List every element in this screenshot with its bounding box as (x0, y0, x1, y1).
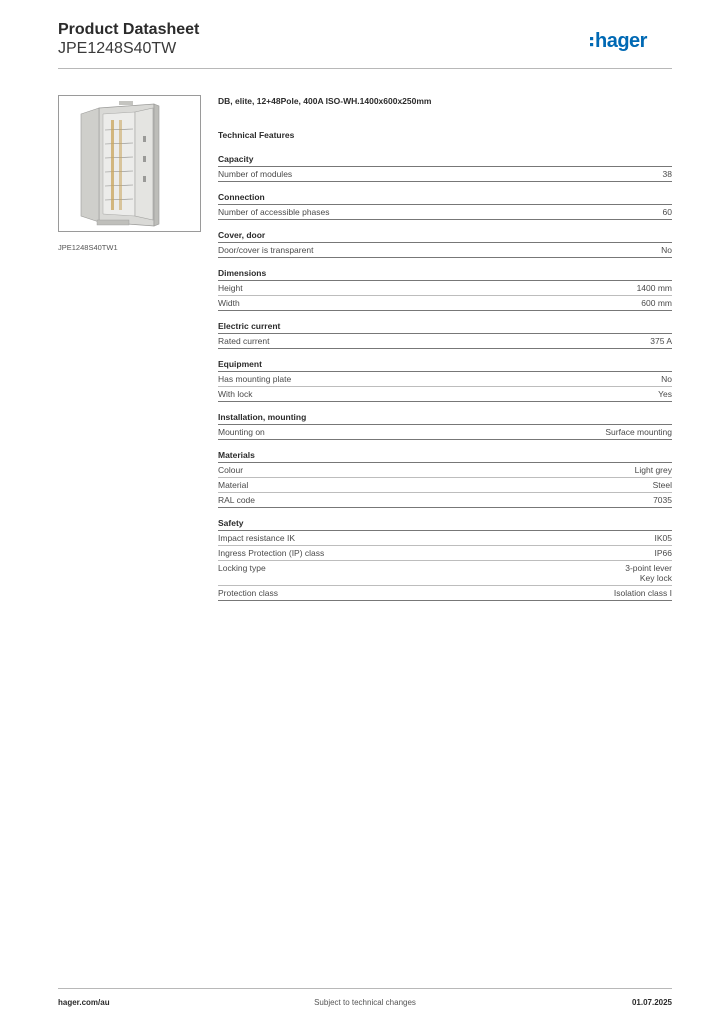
feature-value-line: No (661, 374, 672, 384)
feature-label: Has mounting plate (218, 374, 292, 384)
feature-row (218, 561, 672, 586)
image-caption: JPE1248S40TW1 (58, 243, 118, 252)
feature-value (655, 548, 673, 558)
section-title: Equipment (218, 359, 672, 372)
section-title: Safety (218, 518, 672, 531)
feature-row (218, 478, 672, 493)
feature-row (218, 463, 672, 478)
feature-value-line: Surface mounting (605, 427, 672, 437)
feature-row (218, 167, 672, 182)
feature-row (218, 281, 672, 296)
datasheet-content (218, 96, 672, 611)
footer-disclaimer: Subject to technical changes (314, 998, 416, 1007)
feature-value-line: Yes (658, 389, 672, 399)
product-code: JPE1248S40TW (58, 40, 177, 57)
feature-value (605, 427, 672, 437)
feature-section (218, 230, 672, 258)
feature-section (218, 412, 672, 440)
feature-label: Door/cover is transparent (218, 245, 314, 255)
feature-value (650, 336, 672, 346)
feature-value-line: 1400 mm (636, 283, 672, 293)
product-image (58, 95, 201, 232)
feature-value (653, 495, 672, 505)
feature-value-line: 60 (662, 207, 672, 217)
feature-row (218, 425, 672, 440)
feature-value (661, 374, 672, 384)
feature-value-line: Steel (652, 480, 672, 490)
feature-label: Colour (218, 465, 244, 475)
feature-value (641, 298, 672, 308)
feature-sections (218, 154, 672, 601)
feature-row (218, 372, 672, 387)
technical-features-heading: Technical Features (218, 130, 295, 140)
section-title: Capacity (218, 154, 672, 167)
feature-value-line: Isolation class I (613, 588, 672, 598)
feature-label: Number of modules (218, 169, 293, 179)
feature-value (635, 465, 672, 475)
feature-section (218, 359, 672, 402)
feature-row (218, 296, 672, 311)
feature-row (218, 586, 672, 601)
section-title: Electric current (218, 321, 672, 334)
feature-section (218, 450, 672, 508)
section-title: Connection (218, 192, 672, 205)
feature-label: Ingress Protection (IP) class (218, 548, 325, 558)
feature-row (218, 531, 672, 546)
feature-label: With lock (218, 389, 253, 399)
feature-label: Mounting on (218, 427, 265, 437)
section-title: Materials (218, 450, 672, 463)
feature-value-line: Light grey (634, 465, 672, 475)
feature-row (218, 205, 672, 220)
feature-value-line: 7035 (653, 495, 672, 505)
feature-label: Material (218, 480, 249, 490)
feature-row (218, 387, 672, 402)
feature-value-line: IP66 (654, 548, 672, 558)
feature-value (663, 169, 672, 179)
feature-label: Impact resistance IK (218, 533, 296, 543)
feature-value (637, 283, 672, 293)
feature-value (653, 480, 672, 490)
feature-section (218, 154, 672, 182)
feature-section (218, 518, 672, 601)
header-divider (58, 68, 672, 69)
feature-label: RAL code (218, 495, 256, 505)
feature-value (614, 588, 672, 598)
feature-value-line: 3-point lever (625, 563, 672, 573)
feature-label: Width (218, 298, 240, 308)
section-title: Installation, mounting (218, 412, 672, 425)
footer-website[interactable]: hager.com/au (58, 998, 110, 1007)
feature-row (218, 546, 672, 561)
feature-label: Rated current (218, 336, 270, 346)
feature-row (218, 493, 672, 508)
product-description: DB, elite, 12+48Pole, 400A ISO-WH.1400x600x250mm (218, 96, 432, 106)
feature-label: Number of accessible phases (218, 207, 330, 217)
feature-value-line: No (661, 245, 672, 255)
page-title: Product Datasheet (58, 21, 200, 38)
feature-value (663, 207, 672, 217)
feature-value (661, 245, 672, 255)
feature-value-line: 375 A (650, 336, 672, 346)
feature-row (218, 243, 672, 258)
section-title: Cover, door (218, 230, 672, 243)
logo-wordmark: hager (595, 30, 647, 52)
feature-section (218, 321, 672, 349)
section-title: Dimensions (218, 268, 672, 281)
feature-label: Protection class (218, 588, 278, 598)
feature-label: Height (218, 283, 243, 293)
footer-date: 01.07.2025 (631, 998, 672, 1007)
feature-value (655, 533, 673, 543)
hager-logo (590, 26, 672, 56)
feature-row (218, 334, 672, 349)
feature-section (218, 192, 672, 220)
distribution-board-illustration (59, 96, 200, 231)
feature-value-line: IK05 (654, 533, 672, 543)
feature-value-line: 600 mm (641, 298, 672, 308)
feature-value (625, 563, 672, 583)
feature-value-line: 38 (662, 169, 672, 179)
footer-divider (58, 988, 672, 989)
feature-label: Locking type (218, 563, 266, 573)
page-header (58, 20, 672, 70)
feature-value (658, 389, 672, 399)
feature-value-line: Key lock (639, 573, 672, 583)
feature-section (218, 268, 672, 311)
